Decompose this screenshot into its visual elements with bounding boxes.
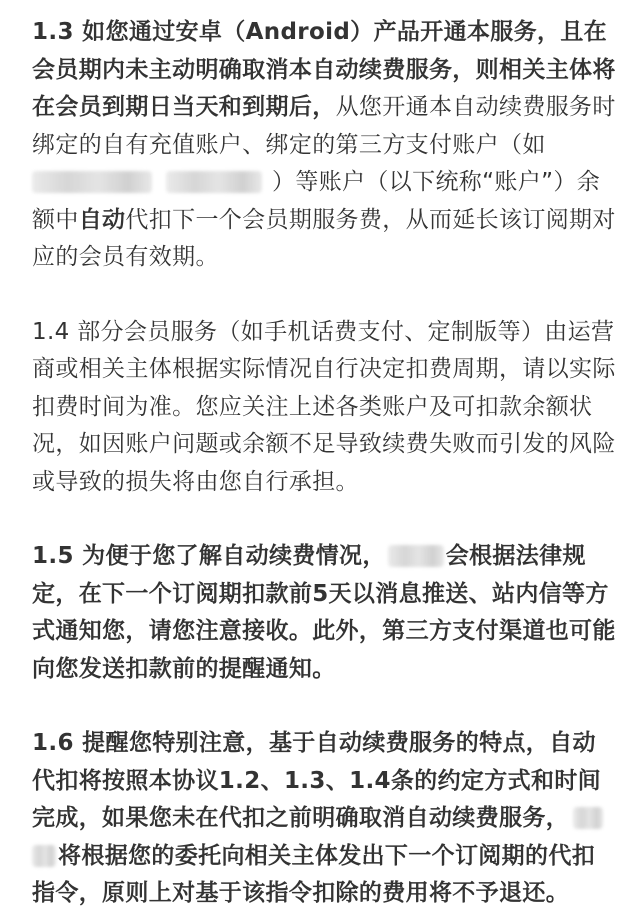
clause-1-5	[32, 538, 616, 688]
clause-1-5-text-a: 1.5 为便于您了解自动续费情况，	[32, 543, 386, 569]
redacted-company-name	[388, 545, 444, 567]
redacted-company-name	[32, 845, 56, 867]
clause-1-6	[32, 725, 616, 913]
clause-1-3-text-d: 代扣下一个会员期服务费，从而延长该订阅期对应的会员有效期。	[32, 206, 616, 270]
clause-1-6-text-a: 1.6 提醒您特别注意，基于自动续费服务的特点，自动代扣将按照本协议1.2、1.3、1.4条的约定方式和时间完成，如果您未在代扣之前明确取消自动续费服务，	[32, 730, 602, 831]
redacted-account-name	[32, 171, 152, 193]
clause-1-4	[32, 314, 616, 502]
clause-1-3	[32, 14, 616, 277]
redacted-company-name	[573, 807, 603, 829]
clause-1-3-text-b: ）	[272, 169, 296, 195]
clause-1-3-bold-lead: 1.3 如您通过安卓（Android）产品开通本服务，且在会员期内未主动明确取消本自动续费服务，则相关主体将在会员到期日当天和到期后，	[32, 19, 616, 120]
clause-1-3-text-a: 从您开通本自动续费服务时绑定的自有充值账户、绑定的第三方支付账户（如	[32, 94, 616, 158]
clause-1-3-bold-mid: 自动	[78, 206, 126, 233]
clause-1-4-text: 1.4 部分会员服务（如手机话费支付、定制版等）由运营商或相关主体根据实际情况自行决定扣费周期，请以实际扣费时间为准。您应关注上述各类账户及可扣款余额状况，如因账户问题或余额不足导致续费失败而引发的风险或导致的损失将由您自行承担。	[32, 318, 616, 495]
clause-1-5-text-b: 会根据法律规定，在下一个订阅期扣款前5天以消息推送、站内信等方式通知您，请您注意接收。此外，第三方支付渠道也可能向您发送扣款前的提醒通知。	[32, 543, 616, 682]
clause-1-6-text-b: 将根据您的委托向相关主体发出下一个订阅期的代扣指令，原则上对基于该指令扣除的费用将不予退还。	[32, 842, 596, 906]
redacted-account-name	[166, 171, 262, 193]
clause-1-3-text-c: 等账户（以下统称“账户”）余额中	[32, 169, 601, 233]
